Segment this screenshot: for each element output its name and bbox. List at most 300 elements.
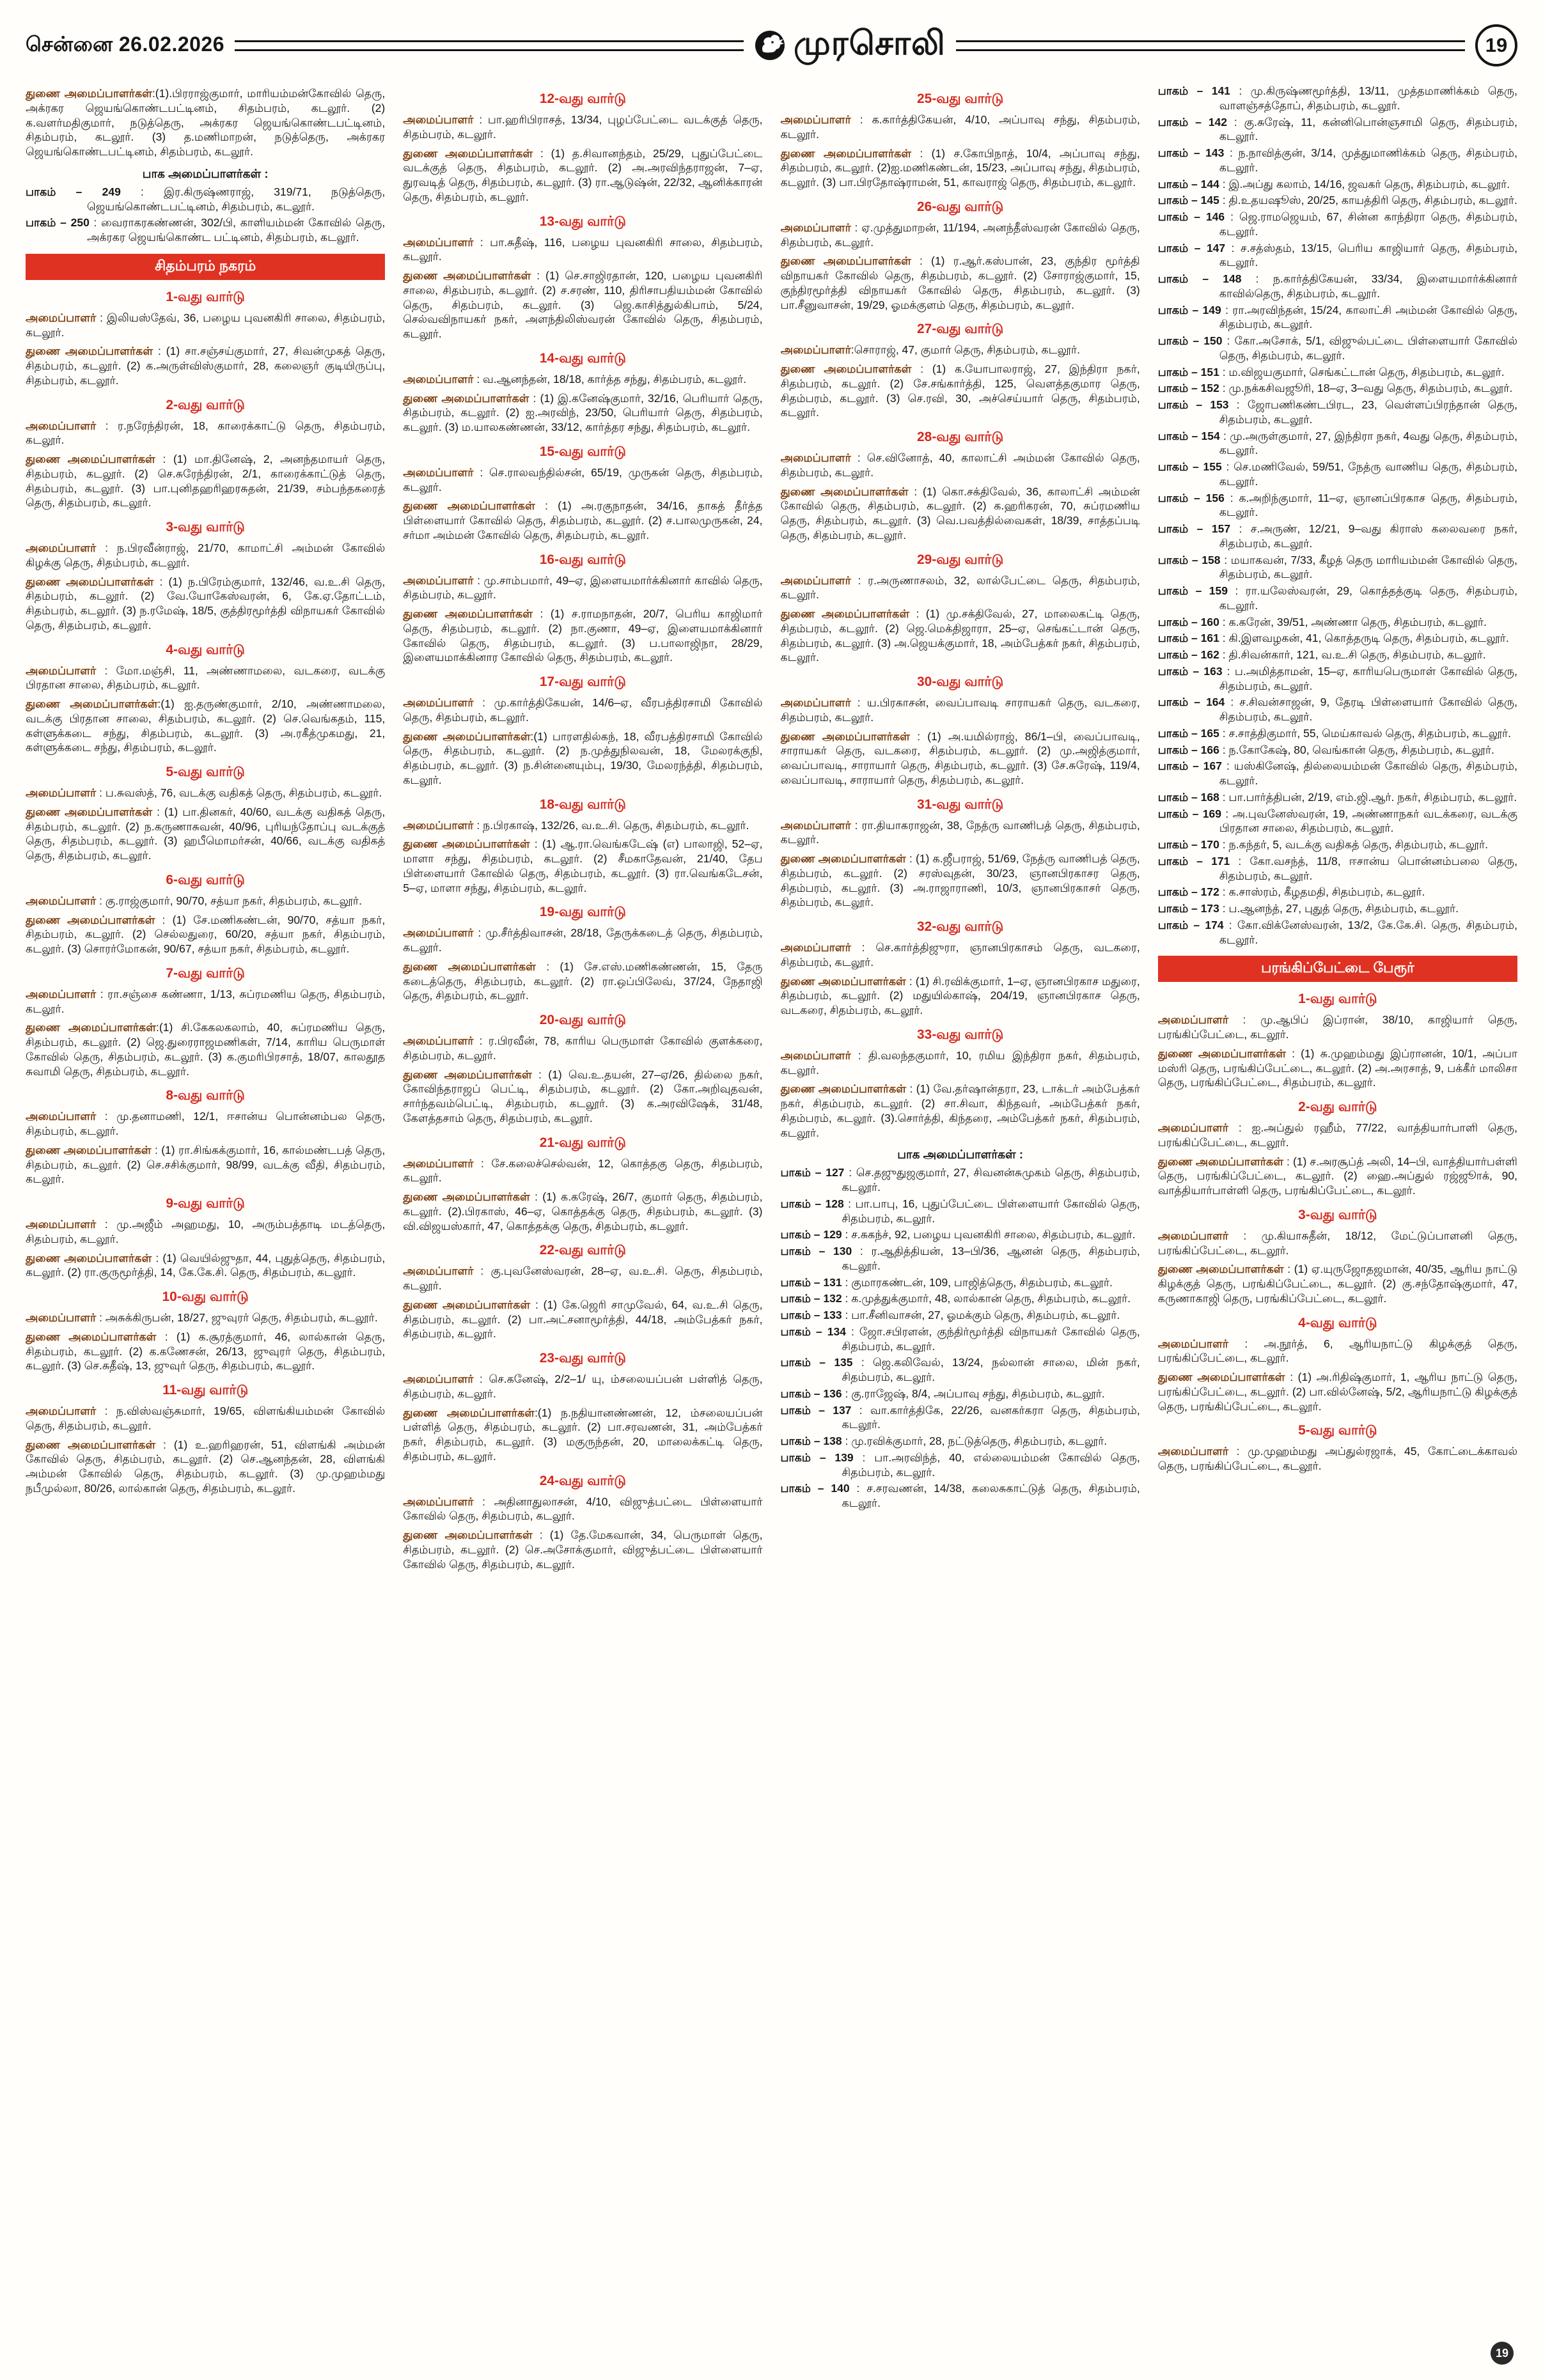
part-entry: பாகம் – 132 : க.முத்துக்குமார், 48, லால்கான் தெரு, சிதம்பரம், கடலூர். [780, 1292, 1131, 1305]
entry-label: துணை அமைப்பாளர்கள் [780, 729, 910, 743]
column-2 [403, 82, 762, 2358]
ward-entry: அமைப்பாளர் : பா.சுதீஷ், 116, பழைய புவனகிரி சாலை, சிதம்பரம், கடலூர். [403, 235, 763, 263]
entry-label: பாகம் – 145 [1157, 194, 1219, 207]
entry-label: துணை அமைப்பாளர்கள் [780, 254, 911, 268]
ward-entry: துணை அமைப்பாளர்கள் : (1) அ.ரிதிஷ்குமார், 1, ஆரிய நாட்டு தெரு, பரங்கிப்பேட்டை, கடலூர். (2) பா.வில்னேஷ், 5/2, ஆரியநாட்டு கிழக்குத் தெரு, பரங்கிப்பேட்டை, கடலூர். [1157, 1371, 1517, 1413]
ward-entry: துணை அமைப்பாளர்கள் : (1) கே.ஜெரி சாமுவேல், 64, வ.உ.சி தெரு, சிதம்பரம், கடலூர். (2) பா.அட்சனாமூர்த்தி, 44/18, அம்பேத்கர் நகர், சிதம்பரம், கடலூர். [403, 1298, 763, 1341]
entry-label: பாகம் – 165 [1157, 726, 1219, 740]
entry-label: பாகம் – 137 [780, 1403, 852, 1417]
ward-entry: அமைப்பாளர் : கு.புவனேஸ்வரன், 28–ஏ, வ.உ.சி. தெரு, சிதம்பரம், கடலூர். [403, 1264, 763, 1292]
entry-label: துணை அமைப்பாளர்கள் [26, 345, 153, 358]
entry-label: அமைப்பாளர் [780, 573, 851, 587]
entry-label: அமைப்பாளர் [1157, 1445, 1228, 1458]
ward-entry: துணை அமைப்பாளர்கள் : (1) கொ.சக்திவேல், 36, காலாட்சி அம்மன் கோவில் தெரு, சிதம்பரம், கடலூர். (2) க.ஹரிகரன், 70, சுப்ரமணிய தெரு, சிதம்பரம், கடலூர். (3) வெ.பவத்தில்வைகள், 18/39, சாத்தப்படி தெரு, சிதம்பரம், கடலூர். [780, 485, 1140, 541]
entry-label: துணை அமைப்பாளர்கள் [780, 362, 912, 375]
entry-label: துணை அமைப்பாளர்கள் [403, 1298, 531, 1311]
group-heading: பாக அமைப்பாளர்கள் : [897, 1147, 1023, 1162]
entry-label: துணை அமைப்பாளர்கள் [780, 485, 909, 498]
entry-label: அமைப்பாளர் [26, 1218, 97, 1231]
ward-heading: 29-வது வார்டு [916, 552, 1004, 567]
ward-entry: அமைப்பாளர் : மு.சீர்த்திவாசன், 28/18, தேருக்கடைத் தெரு, சிதம்பரம், கடலூர். [403, 926, 763, 954]
ward-heading: 5-வது வார்டு [1298, 1423, 1377, 1438]
ward-heading: 16-வது வார்டு [539, 552, 627, 567]
entry-label: அமைப்பாளர் [780, 451, 851, 464]
entry-label: அமைப்பாளர் [403, 926, 474, 940]
ward-entry: அமைப்பாளர் : செ.கனேஷ், 2/2–1/ யு, ம்சலையப்பன் பள்ளித் தெரு, சிதம்பரம், கடலூர். [403, 1373, 763, 1400]
ward-entry: அமைப்பாளர் : மு.தனாமணி, 12/1, ஈசான்ய பொன்னம்பல தெரு, சிதம்பரம், கடலூர். [26, 1110, 386, 1137]
ward-entry: அமைப்பாளர் : செ.கார்த்திஜுரா, ஞானபிரகாசம் தெரு, வடகரை, சிதம்பரம், கடலூர். [780, 941, 1140, 968]
ward-heading: 33-வது வார்டு [916, 1027, 1004, 1042]
ward-entry: அமைப்பாளர் : அ.நூர்த், 6, ஆரியநாட்டு கிழக்குத் தெரு, பரங்கிப்பேட்டை, கடலூர். [1157, 1337, 1517, 1365]
entry-label: பாகம் – 250 [26, 216, 90, 229]
ward-heading: 26-வது வார்டு [916, 199, 1004, 214]
entry-label: துணை அமைப்பாளர்கள் [403, 607, 533, 620]
entry-label: அமைப்பாளர் [403, 696, 474, 709]
part-entry: பாகம் – 144 : இ.அப்து கலாம், 14/16, ஜவகர் தெரு, சிதம்பரம், கடலூர். [1157, 177, 1510, 191]
part-entry: பாகம் – 151 : ம.விஜயகுமார், செங்கட்டான் தெரு, சிதம்பரம், கடலூர். [1157, 365, 1505, 378]
ward-heading: 12-வது வார்டு [539, 91, 627, 106]
ward-entry: அமைப்பாளர் : ய.பிரகாசன், வைப்பாவடி சாராயகர் தெரு, வடகரை, சிதம்பரம், கடலூர். [780, 696, 1140, 724]
ward-heading: 10-வது வார்டு [162, 1289, 249, 1304]
ward-entry: துணை அமைப்பாளர்கள் : (1) ஆ.ரா.வெங்கடேஷ் (எ) பாலாஜி, 52–ஏ, மாளா சந்து, சிதம்பரம், கடலூர். (2) சீமகாதேவன், 21/40, தேப பிள்ளையார் கோவில் தெரு, சிதம்பரம், கடலூர். (3) ரா.வெங்கடேசன், 5–ஏ, மாளா சந்து, சிதம்பரம், கடலூர். [403, 837, 763, 894]
part-entry: பாகம் – 164 : ச.சிவன்சாஜன், 9, தேரடி பிள்ளையார் கோவில் தெரு, சிதம்பரம், கடலூர். [1157, 696, 1517, 723]
part-entry: பாகம் – 166 : ந.கோகேஷ், 80, வெங்கான் தெரு, சிதம்பரம், கடலூர். [1157, 743, 1494, 756]
part-entry: பாகம் – 139 : பா.அரவிந்த், 40, எல்லையம்மன் கோவில் தெரு, சிதம்பரம், கடலூர். [780, 1451, 1140, 1479]
ward-heading: 32-வது வார்டு [916, 919, 1004, 934]
entry-label: துணை அமைப்பாளர்கள் [1157, 1046, 1287, 1060]
header-double-rule-left [235, 40, 744, 51]
ward-entry: துணை அமைப்பாளர்கள் : (1) சா.சஞ்சய்குமார், 27, சிவன்முகத் தெரு, சிதம்பரம், கடலூர். (2) க.அருள்விஸ்குமார், 28, கலைஞர் குடியிருப்பு, சிதம்பரம், கடலூர். [26, 345, 386, 387]
entry-label: துணை அமைப்பாளர்கள் [26, 1143, 152, 1156]
part-entry: பாகம் – 170 : ந.கந்தர், 5, வடக்கு வதிகத் தெரு, சிதம்பரம், கடலூர். [1157, 838, 1488, 851]
part-entry: பாகம் – 161 : கி.இளவழகன், 41, கொத்தருடி தெரு, சிதம்பரம், கடலூர். [1157, 632, 1509, 645]
entry-label: அமைப்பாளர் [26, 311, 97, 324]
entry-label: அமைப்பாளர் [780, 696, 851, 709]
part-entry: பாகம் – 133 : பா.சீனிவாசன், 27, ஓமக்கும் தெரு, சிதம்பரம், கடலூர். [780, 1309, 1120, 1321]
ward-heading: 6-வது வார்டு [166, 872, 245, 887]
ward-entry: துணை அமைப்பாளர்கள் : (1) க.சூரத்குமார், 46, லால்கான் தெரு, சிதம்பரம், கடலூர். (2) க.கணேசன், 26/13, ஜுவுரர் தெரு, சிதம்பரம், கடலூர். (3) செ.சுதீஷ், 13, ஜுவுர் தெரு, சிதம்பரம், கடலூர். [26, 1330, 386, 1373]
ward-entry: துணை அமைப்பாளர்கள்:(1) சி.கேகலகலாம், 40, சுப்ரமணிய தெரு, சிதம்பரம், கடலூர். (2) ஜெ.துரைராஜமணிகள், 7/14, காரிய பெருமாள் கோவில் தெரு, சிதம்பரம், கடலூர். (3) க.குமரிபிரசாத், 18/07, காலதூத சுவாமி தெரு, சிதம்பரம், கடலூர். [26, 1021, 386, 1078]
entry-label: பாகம் – 148 [1157, 272, 1242, 285]
ward-heading: 14-வது வார்டு [539, 350, 627, 366]
part-entry: பாகம் – 150 : கோ.அசோக், 5/1, விஜுல்பட்டை பிள்ளையார் கோவில் தெரு, சிதம்பரம், கடலூர். [1157, 334, 1517, 362]
entry-label: அமைப்பாளர் [1157, 1121, 1228, 1134]
entry-label: அமைப்பாளர் [26, 894, 97, 907]
entry-label: பாகம் – 160 [1157, 615, 1219, 628]
entry-label: துணை அமைப்பாளர்கள் [780, 1082, 907, 1096]
part-entry: பாகம் – 147 : ச.சத்ஸ்தம், 13/15, பெரிய காஜியார் தெரு, சிதம்பரம், கடலூர். [1157, 241, 1517, 269]
ward-entry: துணை அமைப்பாளர்கள்:(1) ந.நதியானண்ணன், 12, ம்சலையப்பன் பள்ளித் தெரு, சிதம்பரம், கடலூர். (2) பா.சரவணன், 31, அம்பேத்கர் நகர், சிதம்பரம், கடலூர். (3) மகுருந்தன், 20, மாலைக்கட்டி தெரு, சிதம்பரம், கடலூர். [403, 1406, 763, 1463]
ward-entry: துணை அமைப்பாளர்கள் : (1) உ.ஹரிஹரன், 51, விளங்கி அம்மன் கோவில் தெரு, சிதம்பரம், கடலூர். (2) செ.ஆனந்தன், 28, விளங்கி அம்மன் கோவில் தெரு, சிதம்பரம், கடலூர். (3) மு.முஹம்மது நபீமுல்லா, 80/26, லால்கான் தெரு, சிதம்பரம், கடலூர். [26, 1438, 386, 1495]
ward-heading: 11-வது வார்டு [162, 1383, 249, 1397]
entry-label: அமைப்பாளர் [26, 786, 97, 799]
page-header [26, 23, 1517, 68]
ward-entry: துணை அமைப்பாளர்கள் : (1) ஏ.யுருஜோதஜமான், 40/35, ஆரிய நாட்டு கிழக்குத் தெரு, பரங்கிப்பேட்டை, கடலூர். (2) கு.சந்தோஷ்குமார், 47, கருணாகாஜி தெரு, பரங்கிப்பேட்டை, கடலூர். [1157, 1263, 1517, 1305]
part-entry: பாகம் – 249 : இர.கிருஷ்ணராஜ், 319/71, நடுத்தெரு, ஜெயங்கொண்டபட்டினம், சிதம்பரம், கடலூர். [26, 185, 386, 213]
ward-entry: துணை அமைப்பாளர்கள் : (1) சே.மணிகண்டன், 90/70, சத்யா நகர், சிதம்பரம், கடலூர். (2) செல்லதுரை, 60/20, சத்யா நகர், சிதம்பரம், கடலூர். (3) சொரர்மோகன், 90/67, சத்யா நகர், சிதம்பரம், கடலூர். [26, 913, 386, 955]
ward-entry: அமைப்பாளர் : மு.ஆபிப் இப்ரான், 38/10, காஜியார் தெரு, பரங்கிப்பேட்டை, கடலூர். [1157, 1013, 1517, 1041]
entry-label: துணை அமைப்பாளர்கள் [403, 499, 535, 513]
entry-label: துணை அமைப்பாளர்கள் [403, 1528, 533, 1541]
ward-entry: துணை அமைப்பாளர்கள் : (1) இ.கனேஷ்குமார், 32/16, பெரியார் தெரு, சிதம்பரம், கடலூர். (2) ஐ.அரவிந், 23/50, பெரியார் தெரு, சிதம்பரம், கடலூர். (3) ம.யாலகண்ணன், 33/12, கார்த்தர சந்து, சிதம்பரம், கடலூர். [403, 391, 763, 433]
ward-entry: அமைப்பாளர் : இலியஸ்தேவ், 36, பழைய புவனகிரி சாலை, சிதம்பரம், கடலூர். [26, 311, 386, 339]
entry-label: பாகம் – 135 [780, 1356, 853, 1369]
part-entry: பாகம் – 174 : கோ.விக்னேஸ்வரன், 13/2, கே.கே.சி. தெரு, சிதம்பரம், கடலூர். [1157, 918, 1517, 946]
ward-heading: 1-வது வார்டு [1298, 992, 1377, 1007]
entry-label: துணை அமைப்பாளர்கள் [1157, 1263, 1284, 1276]
entry-label: பாகம் – 146 [1157, 210, 1225, 223]
entry-label: பாகம் – 161 [1157, 632, 1219, 645]
ward-entry: அமைப்பாளர் : மு.முஹம்மது அப்துல்ரஜாக், 45, கோட்டைக்காவல் தெரு, பரங்கிப்பேட்டை, கடலூர். [1157, 1445, 1517, 1472]
entry-label: துணை அமைப்பாளர்கள் [403, 391, 529, 405]
entry-label: அமைப்பாளர் [780, 1048, 851, 1062]
ward-entry: அமைப்பாளர் : ந.பிரகாஷ், 132/26, வ.உ.சி. தெரு, சிதம்பரம், கடலூர். [403, 818, 749, 832]
entry-label: பாகம் – 136 [780, 1387, 842, 1400]
ward-entry: அமைப்பாளர் : கு.ராஜ்குமார், 90/70, சத்யா நகர், சிதம்பரம், கடலூர். [26, 894, 362, 907]
entry-label: துணை அமைப்பாளர்கள் [26, 453, 155, 465]
masthead-lion-emblem-icon [754, 29, 786, 61]
ward-entry: அமைப்பாளர் : மு.கார்த்திகேயன், 14/6–ஏ, வீரபத்திரசாமி கோவில் தெரு, சிதம்பரம், கடலூர். [403, 696, 763, 724]
part-entry: பாகம் – 156 : க.அறிந்குமார், 11–ஏ, ஞானப்பிரகாச தெரு, சிதம்பரம், கடலூர். [1157, 491, 1517, 519]
ward-heading: 4-வது வார்டு [1298, 1315, 1377, 1330]
ward-heading: 17-வது வார்டு [539, 674, 627, 689]
part-entry: பாகம் – 169 : அ.புவனேஸ்வரன், 19, அண்ணாநகர் வடக்கரை, வடக்கு பிரதான சாலை, சிதம்பரம், கடலூர். [1157, 807, 1517, 835]
ward-entry: துணை அமைப்பாளர்கள் : (1) வே.தர்ஷான்தரா, 23, டாக்டர் அம்பேத்கர் நகர், சிதம்பரம், கடலூர். (2) சா.சிவா, கிந்தவர், அம்பேத்கர் நகர், சிதம்பரம், கடலூர். (3).சொர்த்தி, கிந்தரை, அம்பேத்கர் நகர், சிதம்பரம், கடலூர். [780, 1082, 1140, 1139]
part-entry: பாகம் – 157 : ச.அருண், 12/21, 9–வது கிராஸ் கலைவரை நகர், சிதம்பரம், கடலூர். [1157, 522, 1517, 550]
part-entry: பாகம் – 141 : மு.கிருஷ்ணமூர்த்தி, 13/11, முத்தமாணிக்கம் தெரு, வாளஞ்சத்தோப், சிதம்பரம், கடலூர். [1157, 84, 1517, 112]
entry-label: அமைப்பாளர் [780, 818, 851, 832]
entry-label: பாகம் – 151 [1157, 365, 1219, 378]
ward-heading: 27-வது வார்டு [916, 322, 1004, 337]
entry-label: பாகம் – 129 [780, 1228, 842, 1241]
ward-entry: துணை அமைப்பாளர்கள் : (1) ரா.சிங்கக்குமார், 16, கால்மண்டபத் தெரு, சிதம்பரம், கடலூர். (2) செ.சசிக்குமார், 98/99, வடக்கு வீதி, சிதம்பரம், கடலூர். [26, 1143, 386, 1186]
ward-entry: அமைப்பாளர் : தி.வலந்தகுமார், 10, ரமிய இந்திரா நகர், சிதம்பரம், கடலூர். [780, 1048, 1140, 1077]
entry-label: பாகம் – 174 [1157, 918, 1224, 931]
part-entry: பாகம் – 172 : க.சாஸ்ரம், கீழதமதி, சிதம்பரம், கடலூர். [1157, 885, 1425, 899]
page-number-badge: 19 [1475, 24, 1517, 66]
entry-label: பாகம் – 167 [1157, 759, 1222, 773]
entry-label: அமைப்பாளர் [403, 1034, 474, 1047]
entry-label: துணை அமைப்பாளர்கள் [403, 837, 530, 851]
ward-entry: துணை அமைப்பாளர்கள் : (1) ர.ஆர்.கஸ்பான், 23, குந்திர மூர்த்தி விநாயகர் கோவில் தெரு, சிதம்பரம், கடலூர். (2) சோராஜ்குமார், 15, குந்திரமூர்த்தி விநாயகர் கோவில் தெரு, சிதம்பரம், கடலூர். (3) பா.சீனுவாசன், 19/29, ஓமக்குளம் தெரு, சிதம்பரம், கடலூர். [780, 254, 1140, 311]
entry-label: பாகம் – 144 [1157, 177, 1219, 191]
ward-entry: துணை அமைப்பாளர்கள் : (1) ச.ராமநாதன், 20/7, பெரிய காஜிமார் தெரு, சிதம்பரம், கடலூர். (2) நா.குணா, 49–ஏ, இளையமாக்கினார் கோவில் தெரு, சிதம்பரம், கடலூர். (3) ப.பாலாஜிநா, 28/29, இளையமாக்கினார கோவில் தெரு, சிதம்பரம், கடலூர். [403, 607, 763, 664]
entry-label: அமைப்பாளர் [780, 941, 851, 954]
column-3 [781, 82, 1140, 2358]
part-entry: பாகம் – 167 : யஸ்கினேஷ், தில்லையம்மன் கோவில் தெரு, சிதம்பரம், கடலூர். [1157, 759, 1517, 787]
part-entry: பாகம் – 162 : தி.சிவன்கார், 121, வ.உ.சி தெரு, சிதம்பரம், கடலூர். [1157, 648, 1486, 661]
entry-label: பாகம் – 249 [26, 185, 121, 198]
entry-label: துணை அமைப்பாளர்கள் [780, 974, 906, 988]
entry-label: துணை அமைப்பாளர்கள் [26, 1251, 152, 1264]
part-entry: பாகம் – 165 : ச.சாத்திகுமார், 55, மெய்காவல் தெரு, சிதம்பரம், கடலூர். [1157, 726, 1512, 740]
ward-entry: அமைப்பாளர் : ப.சுவஸ்த், 76, வடக்கு வதிகத் தெரு, சிதம்பரம், கடலூர். [26, 786, 382, 799]
ward-entry: அமைப்பாளர் : ர.அருணாசலம், 32, லால்பேட்டை தெரு, சிதம்பரம், கடலூர். [780, 573, 1140, 602]
ward-heading: 25-வது வார்டு [916, 91, 1004, 106]
part-entry: பாகம் – 137 : வா.கார்த்திகே, 22/26, வனகர்கரா தெரு, சிதம்பரம், கடலூர். [780, 1403, 1140, 1431]
ward-entry: துணை அமைப்பாளர்கள் : (1) வெ.உ.தயன், 27–ஏ/26, தில்லை நகர், கோவிந்தராஜப் பெட்டி, சிதம்பரம், கடலூர். (2) கோ.அறிவுதவன், சார்ந்தவம்பெட்டி, சிதம்பரம், கடலூர். (3) க.அரவிஷேக், 31/48, கேளத்தசாம் தெரு, சிதம்பரம், கடலூர். [403, 1068, 763, 1124]
ward-entry: துணை அமைப்பாளர்கள் : (1) பா.தினகர், 40/60, வடக்கு வதிகத் தெரு, சிதம்பரம், கடலூர். (2) ந.கருணாசுவன், 40/96, புரியந்தோப்பு வடக்குத் தெரு, சிதம்பரம், கடலூர். (3) ஹபீமொமர்சன், 40/66, வடக்கு வதிகத் தெரு, சிதம்பரம், கடலூர். [26, 805, 386, 862]
ward-entry: துணை அமைப்பாளர்கள் : (1) த.சிவானந்தம், 25/29, புதுப்பேட்டை வடக்குத் தெரு, சிதம்பரம், கடலூர். (2) அ.அரவிந்தராஜன், 7–ஏ, துரவடித் தெரு, சிதம்பரம், கடலூர். (3) ரா.ஆடுஷ்ன், 22/32, ஆனிக்காரன் தெரு, சிதம்பரம், கடலூர். [403, 146, 763, 203]
entry-label: அமைப்பாளர் [403, 113, 474, 126]
entry-label: அமைப்பாளர் [403, 1495, 474, 1508]
entry-label: பாகம் – 138 [780, 1435, 842, 1447]
ward-heading: 13-வது வார்டு [539, 214, 627, 229]
entry-label: அமைப்பாளர் [780, 343, 851, 357]
entry-label: பாகம் – 140 [780, 1482, 850, 1495]
entry-label: அமைப்பாளர் [403, 1264, 474, 1278]
ward-heading: 21-வது வார்டு [539, 1135, 627, 1150]
part-entry: பாகம் – 138 : மு.ரவிக்குமார், 28, நட்டுத்தெரு, சிதம்பரம், கடலூர். [780, 1435, 1108, 1447]
entry-label: அமைப்பாளர் [780, 221, 851, 234]
entry-label: துணை அமைப்பாளர்கள் [403, 269, 531, 282]
part-entry: பாகம் – 155 : செ.மணிவேல், 59/51, நேத்ரு வாணிய தெரு, சிதம்பரம், கடலூர். [1157, 460, 1517, 488]
ward-entry: துணை அமைப்பாளர்கள் : (1) அ.ரகுநாதன், 34/16, தாகத் தீர்த்த பிள்ளையார் கோவில் தெரு, சிதம்பரம், கடலூர். (2) ச.பாலமுருகன், 24, சர்மா அம்மன் கோவில் தெரு, சிதம்பரம், கடலூர். [403, 499, 763, 541]
entry-label: பாகம் – 173 [1157, 902, 1219, 915]
entry-label: அமைப்பாளர் [403, 372, 474, 385]
entry-label: அமைப்பாளர் [26, 1404, 97, 1417]
ward-entry: துணை அமைப்பாளர்கள் : (1) க.ஜீபராஜ், 51/69, நேத்ரு வாணிபத் தெரு, சிதம்பரம், கடலூர். (2) சரஸ்வுதன், 30/23, ஞானபிரகாசர தெரு, சிதம்பரம், கடலூர். (3) அ.ராஜாராணி, 10/3, ஞானபிரகாசர் தெரு, சிதம்பரம், கடலூர். [780, 852, 1140, 909]
entry-label: பாகம் – 155 [1157, 460, 1222, 473]
entry-label: பாகம் – 172 [1157, 885, 1219, 899]
entry-label: பாகம் – 139 [780, 1451, 854, 1464]
ward-entry: அமைப்பாளர் : செ.ராலவந்தில்சன், 65/19, முருகன் தெரு, சிதம்பரம், கடலூர். [403, 465, 763, 494]
ward-heading: 3-வது வார்டு [166, 520, 245, 534]
ward-entry: அமைப்பாளர் : ர.நரேந்திரன், 18, காரைக்காட்டு தெரு, சிதம்பரம், கடலூர். [26, 419, 386, 447]
masthead-title: முரசொலி [794, 24, 946, 62]
ward-entry: அமைப்பாளர் : மோ.மஞ்சி, 11, அண்ணாமலை, வடகரை, வடக்கு பிரதான சாலை, சிதம்பரம், கடலூர். [26, 664, 386, 692]
ward-heading: 9-வது வார்டு [166, 1196, 245, 1211]
ward-entry: அமைப்பாளர் : ந.விஸ்வஞ்சுமார், 19/65, விளங்கியம்மன் கோவில் தெரு, சிதம்பரம், கடலூர். [26, 1404, 386, 1432]
ward-heading: 5-வது வார்டு [166, 765, 245, 779]
entry-label: அமைப்பாளர் [1157, 1013, 1228, 1027]
section-banner: சிதம்பரம் நகரம் [26, 254, 385, 280]
part-entry: பாகம் – 142 : கு.சுரேஷ், 11, கன்னிபொன்ஞசாமி தெரு, சிதம்பரம், கடலூர். [1157, 115, 1517, 143]
part-entry: பாகம் – 148 : ந.கார்த்திகேயன், 33/34, இளையமார்க்கினார் காவில்தெரு, சிதம்பரம், கடலூர். [1157, 272, 1517, 300]
ward-entry: துணை அமைப்பாளர்கள்:(1) பாரளதில்கந், 18, வீரபத்திரசாமி கோவில் தெரு, சிதம்பரம், கடலூர். (2) ந.முத்துநிலவன், 18, மேலரக்குநி, சிதம்பரம், கடலூர். (3) ந.சின்னையும்பு, 19/30, மேலரந்த்தி, சிதம்பரம், கடலூர். [403, 729, 763, 786]
section-banner: பரங்கிப்பேட்டை பேரூர் [1158, 956, 1517, 982]
entry-label: பாகம் – 157 [1157, 522, 1231, 535]
ward-entry: துணை அமைப்பாளர்கள்:(1).பிரராஜ்குமார், மாரியம்மன்கோவில் தெரு, அக்ரகர ஜெயங்கொண்டபட்டினம், சிதம்பரம், கடலூர். (2) க.வளர்மதிகுமார், நடுத்தெரு, அக்ரகர ஜெயங்கொண்டபட்டினம், சிதம்பரம், கடலூர். (3) த.மணிமாறன், நடுத்தெரு, அக்ரகர ஜெயங்கொண்டபட்டினம், சிதம்பரம், கடலூர். [26, 87, 386, 158]
part-entry: பாகம் – 154 : மு.அருள்குமார், 27, இந்திரா நகர், 4வது தெரு, சிதம்பரம், கடலூர். [1157, 429, 1517, 457]
entry-label: பாகம் – 127 [780, 1166, 845, 1179]
entry-label: பாகம் – 163 [1157, 664, 1223, 678]
ward-heading: 8-வது வார்டு [166, 1088, 245, 1103]
entry-label: அமைப்பாளர் [403, 235, 474, 249]
ward-entry: துணை அமைப்பாளர்கள்:(1) ஐ.தருண்குமார், 2/10, அண்ணாமலை, வடக்கு பிரதான சாலை, சிதம்பரம், கடலூர். (2) செ.வெங்கதம், 115, கள்ளுக்கடை சந்து, சிதம்பரம், கடலூர். (3) அ.ரகீத்முகமது, 21, கள்ளுக்கடை சந்து, சிதம்பரம், கடலூர். [26, 697, 386, 754]
ward-entry: அமைப்பாளர் : ஐ.அப்துல் ரஹீம், 77/22, வாத்தியார்பாளி தெரு, பரங்கிப்பேட்டை, கடலூர். [1157, 1121, 1517, 1149]
ward-entry: துணை அமைப்பாளர்கள் : (1) சே.எஸ்.மணிகண்ணன், 15, தேரு கடைத்தெரு, சிதம்பரம், கடலூர். (2) ரா.ஒப்பிலேவ், 37/24, நேதாஜி தெரு, சிதம்பரம், கடலூர். [403, 960, 763, 1002]
part-entry: பாகம் – 163 : ப.அமித்தாமன், 15–ஏ, காரியபெருமாள் கோவில் தெரு, சிதம்பரம், கடலூர். [1157, 664, 1517, 692]
entry-label: பாகம் – 133 [780, 1309, 842, 1321]
ward-entry: துணை அமைப்பாளர்கள் : (1) மு.சக்திவேல், 27, மாலைகட்டி தெரு, சிதம்பரம், கடலூர். (2) ஜெ.மெக்திஜாரா, 25–ஏ, செங்கட்டான் தெரு, சிதம்பரம், கடலூர். (3) அ.ஜெயக்குமார், 18, அம்பேத்கர் நகர், சிதம்பரம், கடலூர். [780, 607, 1140, 664]
entry-label: அமைப்பாளர் [1157, 1337, 1228, 1350]
content-columns [26, 82, 1517, 2358]
entry-label: துணை அமைப்பாளர்கள் [26, 805, 153, 818]
ward-entry: அமைப்பாளர்:சொராஜ், 47, குமார் தெரு, சிதம்பரம், கடலூர். [780, 343, 1080, 357]
entry-label: துணை அமைப்பாளர்கள் [403, 729, 531, 743]
ward-heading: 31-வது வார்டு [916, 797, 1004, 812]
ward-entry: துணை அமைப்பாளர்கள் : (1) க.யோபாலராஜ், 27, இந்திரா நகர், சிதம்பரம், கடலூர். (2) சே.சங்கார்த்தி, 125, வெளத்தகுமார தெரு, சிதம்பரம், கடலூர். (3) செ.ரவி, 30, அச்செய்யார் தெரு, சிதம்பரம், கடலூர். [780, 362, 1140, 419]
ward-entry: துணை அமைப்பாளர்கள் : (1) சு.முஹம்மது இப்ரானன், 10/1, அப்பா மஸ்ரி தெரு, பரங்கிப்பேட்டை, கடலூர். (2) அ.அரசாத், 9, பக்கீர் மாலிசா தெரு, பரங்கிப்பேட்டை, சிதம்பரம், கடலூர். [1157, 1046, 1517, 1089]
ward-entry: அமைப்பாளர் : மு.சாம்பமார், 49–ஏ, இளையமார்க்கினார் காவில் தெரு, சிதம்பரம், கடலூர். [403, 573, 763, 602]
entry-label: அமைப்பாளர் [26, 987, 97, 1000]
ward-entry: துணை அமைப்பாளர்கள் : (1) க.கரேஷ், 26/7, குமார் தெரு, சிதம்பரம், கடலூர். (2).பிரகாஸ், 46–ஏ, கொத்தக்கு தெரு, சிதம்பரம், கடலூர். (3) வி.விஜயஸ்கார், 47, கொத்தக்கு தெரு, சிதம்பரம், கடலூர். [403, 1190, 763, 1233]
entry-label: பாகம் – 130 [780, 1245, 852, 1257]
part-entry: பாகம் – 135 : ஜெ.கலிவேல், 13/24, நல்லான் சாலை, மின் நகர், சிதம்பரம், கடலூர். [780, 1356, 1140, 1383]
ward-entry: துணை அமைப்பாளர்கள் : (1) வெயில்ஜுதா, 44, புதுத்தெரு, சிதம்பரம், கடலூர். (2) ரா.குருமூர்த்தி, 14, கே.கே.சி. தெரு, சிதம்பரம், கடலூர். [26, 1251, 386, 1279]
ward-entry: அமைப்பாளர் : ர.பிரவீன், 78, காரிய பெருமாள் கோவில் குளக்கரை, சிதம்பரம், கடலூர். [403, 1034, 763, 1062]
part-entry: பாகம் – 130 : ர.ஆதித்தியன், 13–பி/36, ஆனன் தெரு, சிதம்பரம், கடலூர். [780, 1245, 1140, 1272]
ward-entry: துணை அமைப்பாளர்கள் : (1) செ.சாஜிரதான், 120, பழைய புவனகிரி சாலை, சிதம்பரம், கடலூர். (2) ச.சரண், 110, திரிசாபதியம்மன் கோவில் தெரு, சிதம்பரம், கடலூர். (3) ஜெ.காசித்துல்கிபாம், 5/24, செல்வவிநாயகர் நகர், அளந்திலிஸ்வரன் கோவில் தெரு, சிதம்பரம், கடலூர். [403, 269, 763, 340]
column-4 [1158, 82, 1517, 2358]
ward-heading: 30-வது வார்டு [916, 674, 1004, 689]
ward-heading: 15-வது வார்டு [539, 444, 627, 459]
entry-label: துணை அமைப்பாளர்கள் [26, 1330, 157, 1343]
part-entry: பாகம் – 129 : ச.சுகந்ச், 92, பழைய புவனகிரி சாலை, சிதம்பரம், கடலூர். [780, 1228, 1136, 1241]
ward-entry: அமைப்பாளர் : அதினாதுலாசன், 4/10, விஜுத்பட்டை பிள்ளையார் கோவில் தெரு, சிதம்பரம், கடலூர். [403, 1495, 763, 1523]
entry-label: பாகம் – 162 [1157, 648, 1219, 661]
ward-heading: 1-வது வார்டு [166, 289, 245, 304]
entry-label: பாகம் – 134 [780, 1325, 846, 1338]
ward-entry: அமைப்பாளர் : க.கார்த்திகேயன், 4/10, அப்பாவு சந்து, சிதம்பரம், கடலூர். [780, 113, 1140, 141]
ward-entry: அமைப்பாளர் : மு.கியாசுதீன், 18/12, மேட்டுப்பாளனி தெரு, பரங்கிப்பேட்டை, கடலூர். [1157, 1229, 1517, 1257]
entry-label: அமைப்பாளர் [26, 1110, 97, 1123]
entry-label: பாகம் – 143 [1157, 146, 1225, 159]
ward-entry: அமைப்பாளர் : அசுக்கிருபன், 18/27, ஜுவுரர் தெரு, சிதம்பரம், கடலூர். [26, 1311, 378, 1324]
ward-heading: 7-வது வார்டு [166, 965, 245, 981]
entry-label: பாகம் – 156 [1157, 491, 1225, 504]
entry-label: பாகம் – 152 [1157, 382, 1219, 395]
entry-label: துணை அமைப்பாளர்கள் [403, 146, 533, 160]
part-entry: பாகம் – 159 : ரா.யலேஸ்வரன், 29, கொத்தத்குடி தெரு, சிதம்பரம், கடலூர். [1157, 584, 1517, 612]
part-entry: பாகம் – 140 : ச.சரவணன், 14/38, கலைசுகாட்டுத் தெரு, சிதம்பரம், கடலூர். [780, 1482, 1140, 1509]
entry-label: பாகம் – 147 [1157, 241, 1226, 254]
entry-label: பாகம் – 169 [1157, 807, 1221, 820]
entry-label: அமைப்பாளர் [26, 419, 97, 432]
edition-city-date: சென்னை 26.02.2026 [26, 32, 225, 56]
entry-label: அமைப்பாளர் [403, 818, 474, 832]
ward-heading: 18-வது வார்டு [539, 797, 627, 812]
entry-label: அமைப்பாளர் [26, 664, 97, 677]
part-entry: பாகம் – 127 : செ.தஜுதுஜகுமார், 27, சிவனன்சுமுகம் தெரு, சிதம்பரம், கடலூர். [780, 1166, 1140, 1194]
entry-label: துணை அமைப்பாளர்கள் [403, 1190, 530, 1203]
ward-entry: அமைப்பாளர் : ரா.தியாகராஜன், 38, நேத்ரு வாணிபத் தெரு, சிதம்பரம், கடலூர். [780, 818, 1140, 846]
ward-entry: அமைப்பாளர் : ஏ.முத்துமாறன், 11/194, அனந்தீஸ்வரன் கோவில் தெரு, சிதம்பரம், கடலூர். [780, 221, 1140, 249]
ward-entry: அமைப்பாளர் : சே.கலைச்செல்வன், 12, கொத்தகு தெரு, சிதம்பரம், கடலூர். [403, 1156, 763, 1185]
entry-label: பாகம் – 166 [1157, 743, 1219, 756]
part-entry: பாகம் – 149 : ரா.அரவிந்தன், 15/24, காலாட்சி அம்மன் கோவில் தெரு, சிதம்பரம், கடலூர். [1157, 303, 1517, 331]
entry-label: அமைப்பாளர் [26, 541, 97, 554]
ward-entry: துணை அமைப்பாளர்கள் : (1) சி.ரவிக்குமார், 1–ஏ, ஞானபிரகாச மதுரை, சிதம்பரம், கடலூர். (2) மதுயில்காஷ், 204/19, ஞானபிரகாச தெரு, வடகரை, சிதம்பரம், கடலூர். [780, 974, 1140, 1016]
part-entry: பாகம் – 173 : ப.ஆனந்த், 27, புதுத் தெரு, சிதம்பரம், கடலூர். [1157, 902, 1459, 915]
ward-heading: 28-வது வார்டு [916, 430, 1004, 444]
entry-label: பாகம் – 141 [1157, 84, 1230, 97]
ward-entry: துணை அமைப்பாளர்கள் : (1) தே.மேகவான், 34, பெருமாள் தெரு, சிதம்பரம், கடலூர். (2) செ.அசோக்குமார், விஜுத்பட்டை பிள்ளையார் கோவில் தெரு, சிதம்பரம், கடலூர். [403, 1528, 763, 1571]
ward-heading: 2-வது வார்டு [1298, 1100, 1377, 1114]
ward-heading: 22-வது வார்டு [539, 1243, 627, 1258]
entry-label: பாகம் – 153 [1157, 398, 1229, 411]
part-entry: பாகம் – 131 : குமாரகண்டன், 109, பாஜித்தெரு, சிதம்பரம், கடலூர். [780, 1275, 1113, 1289]
ward-entry: துணை அமைப்பாளர்கள் : (1) ச.அரசூப்த் அலி, 14–பி, வாத்தியார்பள்ளி தெரு, பரங்கிப்பேட்டை, கடலூர். (2) ஹை.அப்துல் ரஜ்ஜூாக், 90, வாத்தியார்பாள்ளி தெரு, பரங்கிப்பேட்டை, கடலூர். [1157, 1155, 1517, 1197]
entry-label: அமைப்பாளர் [1157, 1229, 1228, 1242]
ward-entry: அமைப்பாளர் : ந.பிரவீன்ராஜ், 21/70, காமாட்சி அம்மன் கோவில் கிழக்கு தெரு, சிதம்பரம், கடலூர். [26, 541, 386, 569]
part-entry: பாகம் – 128 : பா.பாபு, 16, புதுப்பேட்டை பிள்ளையார் கோவில் தெரு, சிதம்பரம், கடலூர். [780, 1197, 1140, 1225]
ward-entry: துணை அமைப்பாளர்கள் : (1) மா.தினேஷ், 2, அனந்தமாயர் தெரு, சிதம்பரம், கடலூர். (2) செ.சுரேந்திரன், 2/1, காரைக்காட்டுத் தெரு, சிதம்பரம், கடலூர். (3) பா.புனிதஹரிஹரசுதன், 21/39, சம்பந்தகரைத் தெரு, சிதம்பரம், கடலூர். [26, 453, 386, 509]
ward-entry: அமைப்பாளர் : செ.வினோத், 40, காலாட்சி அம்மன் கோவில் தெரு, சிதம்பரம், கடலூர். [780, 451, 1140, 479]
part-entry: பாகம் – 145 : தி.உதயஷூஸ், 20/25, காயத்திரி தெரு, சிதம்பரம், கடலூர். [1157, 194, 1517, 207]
entry-label: துணை அமைப்பாளர்கள் [403, 960, 536, 973]
part-entry: பாகம் – 171 : கோ.வசந்த், 11/8, ஈசான்ய பொன்னம்பலை தெரு, சிதம்பரம், கடலூர். [1157, 854, 1517, 882]
entry-label: துணை அமைப்பாளர்கள் [780, 852, 906, 865]
part-entry: பாகம் – 153 : ஜோபணிகண்டபிரட, 23, வெள்ளப்பிரந்தான் தெரு, சிதம்பரம், கடலூர். [1157, 398, 1517, 426]
part-entry: பாகம் – 134 : ஜோ.சபிரளன், குந்திர்மூர்த்தி விநாயகர் கோவில் தெரு, சிதம்பரம், கடலூர். [780, 1325, 1140, 1353]
ward-entry: துணை அமைப்பாளர்கள் : (1) அ.யமில்ராஜ், 86/1–பி, வைப்பாவடி, சாராயகர் தெரு, வடகரை, சிதம்பரம், கடலூர். (2) மு.அஜித்குமார், வைப்பாவடி, சாராயார் தெரு, சிதம்பரம், கடலூர். (3) சே.சுரேஷ், 119/4, வைப்பாவடி, சாராயார் தெரு, சிதம்பரம், கடலூர். [780, 729, 1140, 786]
entry-label: பாகம் – 159 [1157, 584, 1228, 597]
entry-label: துணை அமைப்பாளர்கள் [26, 913, 155, 926]
part-entry: பாகம் – 160 : க.கரேன், 39/51, அண்ணா தெரு, சிதம்பரம், கடலூர். [1157, 615, 1487, 628]
part-entry: பாகம் – 250 : வைராகரகண்ணன், 302/பி, காளியம்மன் கோவில் தெரு, அக்ரகர ஜெயங்கொண்ட பட்டினம், சிதம்பரம், கடலூர். [26, 216, 386, 244]
ward-heading: 20-வது வார்டு [539, 1013, 627, 1027]
entry-label: பாகம் – 128 [780, 1197, 844, 1210]
ward-heading: 23-வது வார்டு [539, 1351, 627, 1365]
part-entry: பாகம் – 152 : மு.நக்கசிவஜூரி, 18–ஏ, 3–வது தெரு, சிதம்பரம், கடலூர். [1157, 382, 1513, 395]
entry-label: துணை அமைப்பாளர்கள் [780, 146, 912, 160]
part-entry: பாகம் – 136 : கு.ராஜேஷ், 8/4, அப்பாவு சந்து, சிதம்பரம், கடலூர். [780, 1387, 1105, 1400]
entry-label: பாகம் – 132 [780, 1292, 842, 1305]
footer-page-number-badge: 19 [1491, 2342, 1514, 2365]
entry-label: துணை அமைப்பாளர்கள் [403, 1068, 532, 1081]
entry-label: துணை அமைப்பாளர்கள் [780, 607, 910, 620]
entry-label: பாகம் – 149 [1157, 303, 1221, 316]
ward-entry: அமைப்பாளர் : ரா.சஞ்சை கண்ணா, 1/13, சுப்ரமணிய தெரு, சிதம்பரம், கடலூர். [26, 987, 386, 1015]
entry-label: அமைப்பாளர் [26, 1311, 97, 1324]
group-heading: பாக அமைப்பாளர்கள் : [142, 166, 269, 180]
entry-label: அமைப்பாளர் [403, 573, 474, 587]
column-1 [26, 82, 385, 2358]
entry-label: துணை அமைப்பாளர்கள் [26, 1438, 156, 1451]
entry-label: பாகம் – 131 [780, 1275, 842, 1289]
part-entry: பாகம் – 168 : பா.பார்த்திபன், 2/19, எம்.ஜி.ஆர். நகர், சிதம்பரம், கடலூர். [1157, 790, 1517, 804]
entry-label: அமைப்பாளர் [403, 1373, 474, 1385]
ward-entry: அமைப்பாளர் : மு.அஜீம் அஹமது, 10, அரும்பத்தாடி மடத்தெரு, சிதம்பரம், கடலூர். [26, 1218, 386, 1245]
entry-label: பாகம் – 150 [1157, 334, 1223, 347]
ward-entry: அமைப்பாளர் : வ.ஆனந்தன், 18/18, கார்த்த சந்து, சிதம்பரம், கடலூர். [403, 372, 747, 385]
ward-entry: துணை அமைப்பாளர்கள் : (1) ச.கோபிநாத், 10/4, அப்பாவு சந்து, சிதம்பரம், கடலூர். (2)ஐ.மணிகண்டன், 15/23, அப்பாவு சந்து, சிதம்பரம், கடலூர். (3) பா.பிரதோஷ்ராமன், 51, காவராஜ் தெரு, சிதம்பரம், கடலூர். [780, 146, 1140, 189]
entry-label: பாகம் – 142 [1157, 115, 1227, 128]
entry-label: பாகம் – 171 [1157, 854, 1230, 867]
entry-label: துணை அமைப்பாளர்கள் [1157, 1155, 1283, 1168]
entry-label: துணை அமைப்பாளர்கள் [26, 575, 154, 588]
part-entry: பாகம் – 143 : ந.நாவித்குன், 3/14, முத்துமாணிக்கம் தெரு, சிதம்பரம், கடலூர். [1157, 146, 1517, 174]
entry-label: அமைப்பாளர் [780, 113, 851, 126]
entry-label: பாகம் – 154 [1157, 429, 1220, 442]
ward-heading: 2-வது வார்டு [166, 397, 245, 412]
entry-label: பாகம் – 170 [1157, 838, 1219, 851]
entry-label: துணை அமைப்பாளர்கள் [26, 1021, 157, 1034]
entry-label: துணை அமைப்பாளர்கள் [1157, 1371, 1285, 1383]
entry-label: துணை அமைப்பாளர்கள் [403, 1406, 535, 1419]
entry-label: பாகம் – 158 [1157, 553, 1221, 566]
entry-label: துணை அமைப்பாளர்கள் [26, 87, 152, 100]
entry-label: துணை அமைப்பாளர்கள் [26, 697, 158, 710]
header-double-rule-right [956, 40, 1465, 51]
entry-label: அமைப்பாளர் [403, 465, 474, 479]
ward-heading: 24-வது வார்டு [539, 1473, 627, 1488]
entry-label: அமைப்பாளர் [403, 1156, 474, 1170]
ward-entry: அமைப்பாளர் : பா.ஹரிபிராசத், 13/34, புழப்பேட்டை வடக்குத் தெரு, சிதம்பரம், கடலூர். [403, 113, 763, 141]
ward-heading: 4-வது வார்டு [166, 642, 245, 657]
